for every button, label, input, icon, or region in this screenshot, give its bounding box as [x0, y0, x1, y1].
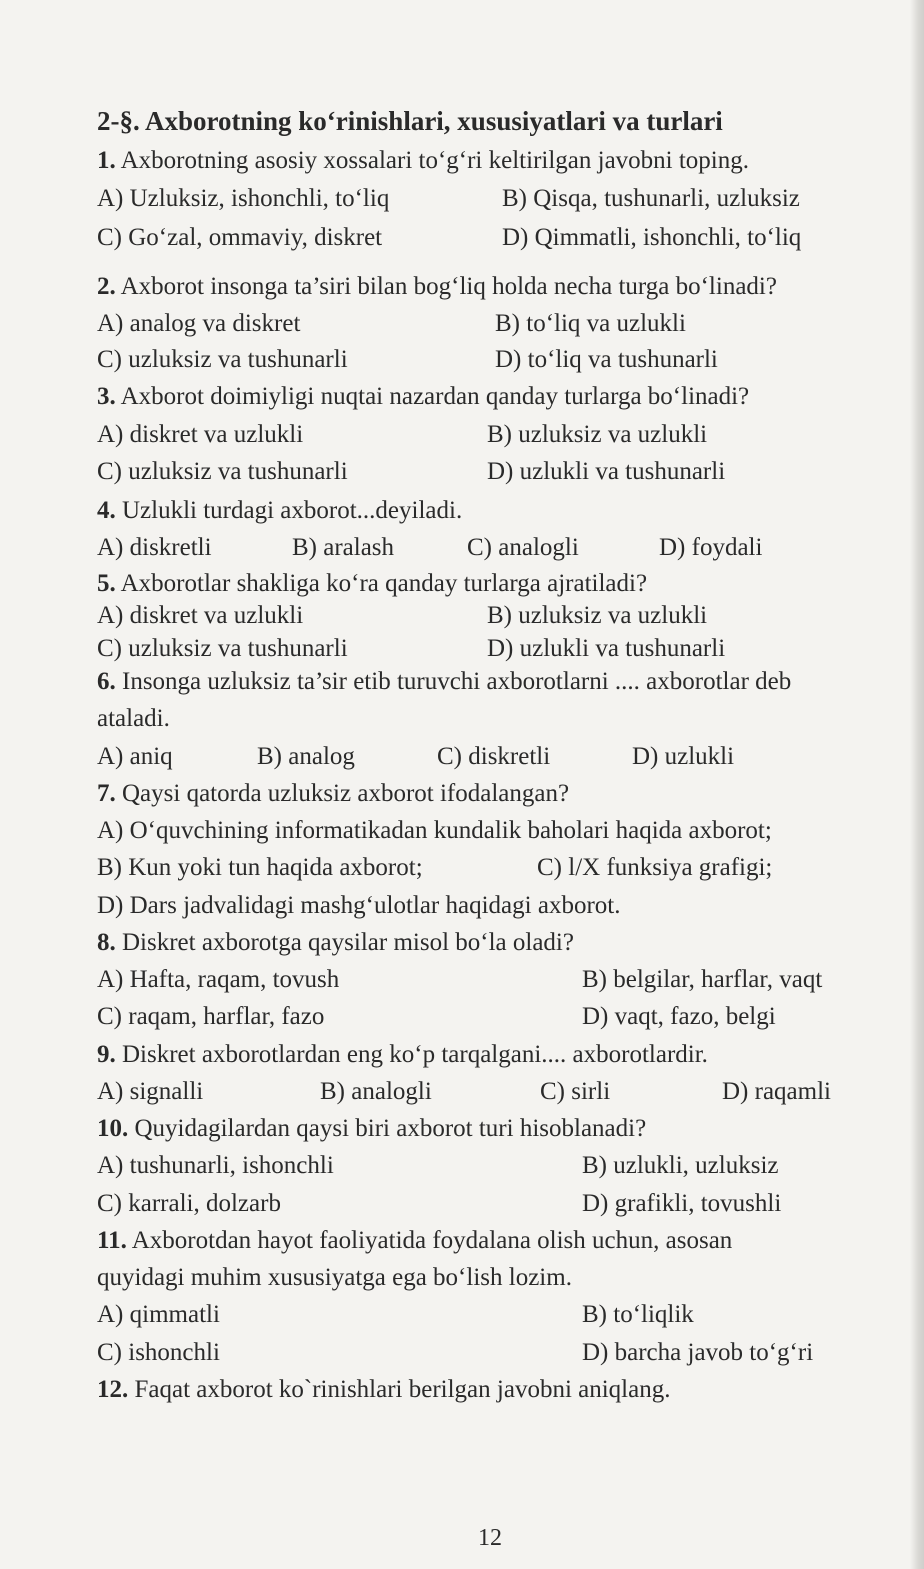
option-d: D) barcha javob to‘g‘ri: [582, 1339, 814, 1366]
option-a: A) O‘quvchining informatikadan kundalik baholari haqida axborot;: [97, 817, 772, 844]
option-b: B) to‘liqlik: [582, 1301, 694, 1328]
option-c: C) uzluksiz va tushunarli: [97, 635, 348, 662]
question-8: [97, 928, 574, 958]
question-text: Insonga uzluksiz ta’sir etib turuvchi axborotlarni .... axborotlar deb: [122, 668, 792, 695]
option-a: A) diskret va uzlukli: [97, 421, 304, 448]
question-6: [97, 667, 791, 697]
option-a: A) aniq: [97, 743, 173, 770]
option-b: B) uzlukli, uzluksiz: [582, 1152, 779, 1179]
question-text: Diskret axborotlardan eng ko‘p tarqalgani.... axborotlardir.: [122, 1041, 708, 1068]
option-d: D) uzlukli: [632, 743, 735, 770]
question-text: Axborot doimiyligi nuqtai nazardan qanday turlarga bo‘linadi?: [120, 383, 750, 410]
section-title: 2-§. Axborotning ko‘rinishlari, xususiyatlari va turlari: [97, 106, 723, 136]
option-c: C) ishonchli: [97, 1339, 220, 1366]
option-d: D) uzlukli va tushunarli: [487, 635, 726, 662]
question-text: Faqat axborot ko`rinishlari berilgan javobni aniqlang.: [134, 1376, 671, 1403]
question-text: Qaysi qatorda uzluksiz axborot ifodalangan?: [122, 780, 570, 807]
question-number: 1.: [97, 147, 116, 174]
question-text: Axborotning asosiy xossalari to‘g‘ri keltirilgan javobni toping.: [120, 147, 750, 174]
option-d: D) to‘liq va tushunarli: [495, 346, 718, 373]
option-c: C) sirli: [540, 1078, 611, 1105]
question-10: [97, 1114, 646, 1144]
option-a: A) diskretli: [97, 534, 212, 561]
question-5: [97, 569, 647, 599]
option-d: D) foydali: [659, 534, 763, 561]
question-text: Axborot insonga ta’siri bilan bog‘liq holda necha turga bo‘linadi?: [120, 273, 777, 300]
question-number: 7.: [97, 780, 116, 807]
question-number: 12.: [97, 1376, 129, 1403]
option-b: B) uzluksiz va uzlukli: [487, 421, 708, 448]
option-a: A) Hafta, raqam, tovush: [97, 966, 340, 993]
question-text-continued: quyidagi muhim xususiyatga ega bo‘lish lozim.: [97, 1264, 572, 1291]
option-d: D) vaqt, fazo, belgi: [582, 1003, 776, 1030]
question-7: [97, 779, 569, 809]
option-c: C) l/X funksiya grafigi;: [537, 854, 773, 881]
question-4: [97, 496, 462, 526]
option-a: A) analog va diskret: [97, 310, 301, 337]
option-d: D) raqamli: [722, 1078, 831, 1105]
option-a: A) tushunarli, ishonchli: [97, 1152, 334, 1179]
question-number: 10.: [97, 1115, 129, 1142]
option-d: D) grafikli, tovushli: [582, 1190, 782, 1217]
option-c: C) raqam, harflar, fazo: [97, 1003, 325, 1030]
question-number: 2.: [97, 273, 116, 300]
question-9: [97, 1040, 708, 1070]
question-12: [97, 1375, 670, 1405]
option-c: C) Go‘zal, ommaviy, diskret: [97, 224, 383, 251]
option-a: A) signalli: [97, 1078, 204, 1105]
question-text: Axborotdan hayot faoliyatida foydalana olish uchun, asosan: [131, 1227, 733, 1254]
question-number: 6.: [97, 668, 116, 695]
question-1: [97, 146, 749, 176]
question-number: 4.: [97, 497, 116, 524]
option-d: D) Qimmatli, ishonchli, to‘liq: [502, 224, 802, 251]
question-text: Diskret axborotga qaysilar misol bo‘la oladi?: [122, 929, 574, 956]
page-number: 12: [478, 1525, 502, 1551]
option-a: A) diskret va uzlukli: [97, 602, 304, 629]
option-b: B) Kun yoki tun haqida axborot;: [97, 854, 423, 881]
option-c: C) karrali, dolzarb: [97, 1190, 281, 1217]
option-a: A) qimmatli: [97, 1301, 220, 1328]
option-b: B) analog: [257, 743, 355, 770]
question-text: Quyidagilardan qaysi biri axborot turi hisoblanadi?: [134, 1115, 647, 1142]
option-a: A) Uzluksiz, ishonchli, to‘liq: [97, 185, 390, 212]
question-number: 11.: [97, 1227, 127, 1254]
question-number: 3.: [97, 383, 116, 410]
option-b: B) aralash: [292, 534, 395, 561]
question-number: 5.: [97, 570, 116, 597]
option-c: C) uzluksiz va tushunarli: [97, 458, 348, 485]
question-3: [97, 382, 749, 412]
option-d: D) uzlukli va tushunarli: [487, 458, 726, 485]
option-c: C) analogli: [467, 534, 579, 561]
option-b: B) to‘liq va uzlukli: [495, 310, 686, 337]
question-text-continued: ataladi.: [97, 705, 170, 732]
question-number: 9.: [97, 1041, 116, 1068]
option-c: C) uzluksiz va tushunarli: [97, 346, 348, 373]
option-b: B) uzluksiz va uzlukli: [487, 602, 708, 629]
option-c: C) diskretli: [437, 743, 551, 770]
question-11: [97, 1226, 732, 1256]
question-2: [97, 272, 777, 302]
option-b: B) belgilar, harflar, vaqt: [582, 966, 823, 993]
option-b: B) Qisqa, tushunarli, uzluksiz: [502, 185, 800, 212]
question-number: 8.: [97, 929, 116, 956]
option-d: D) Dars jadvalidagi mashg‘ulotlar haqidagi axborot.: [97, 892, 621, 919]
question-text: Uzlukli turdagi axborot...deyiladi.: [122, 497, 463, 524]
question-text: Axborotlar shakliga ko‘ra qanday turlarga ajratiladi?: [120, 570, 648, 597]
option-b: B) analogli: [320, 1078, 432, 1105]
